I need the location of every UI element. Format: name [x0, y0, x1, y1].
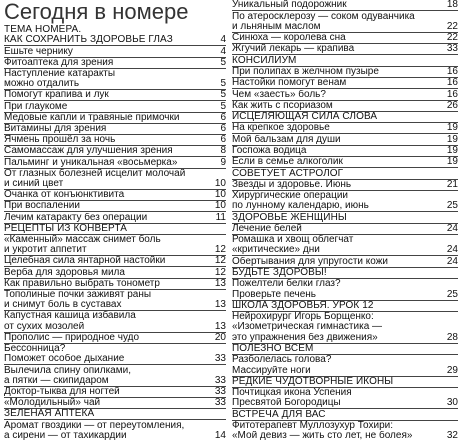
toc-page-number: 5: [220, 56, 226, 68]
toc-page-number: 19: [446, 133, 458, 145]
toc-entry-title: Обертывания для упругости кожи: [232, 256, 389, 267]
toc-entry: [232, 312, 458, 322]
toc-page-number: 21: [446, 178, 458, 190]
toc-entry-title: Аромат гвоздики — от переутомления,: [4, 420, 185, 431]
toc-page-number: 4: [220, 45, 226, 57]
toc-page-number: 33: [214, 374, 226, 386]
toc-entry: [4, 90, 226, 101]
toc-entry: [232, 365, 458, 376]
toc-entry: [4, 431, 226, 441]
toc-entry: [232, 134, 458, 145]
toc-entry-title: Витамины для зрения: [4, 124, 107, 135]
toc-page-number: 6: [220, 134, 226, 146]
toc-entry: [4, 46, 226, 57]
toc-entry: [4, 101, 226, 112]
toc-entry-title: ТЕМА НОМЕРА.: [4, 25, 82, 36]
toc-entry-title: а сирени — от тахикардии: [4, 430, 127, 441]
toc-entry: [4, 190, 226, 201]
toc-page-number: 13: [214, 320, 226, 332]
toc-entry: [4, 146, 226, 157]
toc-entry: [4, 290, 226, 300]
toc-entry: [4, 58, 226, 69]
toc-page-number: 9: [220, 156, 226, 168]
toc-entry-title: Разболелась голова?: [232, 355, 332, 366]
toc-entry-title: СОВЕТУЕТ АСТРОЛОГ: [232, 168, 344, 179]
toc-entry: [232, 123, 458, 134]
toc-page-number: 6: [220, 123, 226, 135]
toc-entry-title: Почтицкая икона Успения: [232, 388, 352, 399]
toc-entry-title: Пожелтели белки глаз?: [232, 279, 341, 290]
toc-entry: [232, 322, 458, 332]
toc-entry-title: это упражнения без движения»: [232, 332, 378, 343]
toc-entry-title: Уникальный подорожник: [232, 0, 347, 11]
toc-page-number: 14: [214, 429, 226, 441]
toc-entry: [232, 67, 458, 78]
toc-entry-title: и укротит аппетит: [4, 245, 87, 256]
toc-entry-title: Как жить с псориазом: [232, 100, 333, 111]
toc-entry: [4, 169, 226, 179]
toc-page-number: 20: [214, 331, 226, 343]
toc-section-heading: [232, 55, 458, 66]
toc-entry-title: по лунному календарю, июнь: [232, 201, 369, 212]
toc-entry-title: Как правильно выбрать тонометр: [4, 278, 160, 289]
toc-entry-title: Массируйте ноги: [232, 365, 311, 376]
toc-entry-title: Ешьте чернику: [4, 46, 73, 57]
toc-entry: [232, 89, 458, 100]
toc-entry-title: Хирургические операции: [232, 191, 349, 202]
toc-entry: [232, 256, 458, 267]
toc-entry: [4, 201, 226, 212]
toc-section-heading: [232, 168, 458, 179]
toc-entry-title: Бессонница?: [4, 344, 66, 355]
toc-entry-title: Самомассаж для улучшения зрения: [4, 146, 173, 157]
toc-entry-title: Настойки помогут венам: [232, 78, 347, 89]
toc-entry: [4, 354, 226, 365]
toc-page-number: 12: [214, 266, 226, 278]
toc-entry: [4, 365, 226, 375]
toc-entry-title: ШКОЛА ЗДОРОВЬЯ. УРОК 12: [232, 300, 374, 311]
toc-entry: [4, 245, 226, 256]
toc-entry: [232, 101, 458, 112]
toc-entry: [232, 157, 458, 168]
toc-page-number: 22: [446, 32, 458, 44]
toc-entry-title: Ромашка и хвощ облегчат: [232, 235, 354, 246]
toc-entry: [4, 344, 226, 354]
toc-entry-title: а пятки — скипидаром: [4, 375, 109, 386]
toc-entry: [4, 157, 226, 168]
toc-entry: [232, 44, 458, 55]
toc-entry: [232, 279, 458, 289]
toc-entry-title: От глазных болезней исцелит молочай: [4, 168, 186, 179]
toc-entry-title: Поможет особое дыхание: [4, 354, 125, 365]
toc-entry: [4, 387, 226, 398]
toc-page-number: 25: [446, 288, 458, 300]
toc-entry: [232, 78, 458, 89]
toc-entry-title: и синий цвет: [4, 179, 64, 190]
toc-entry: [4, 179, 226, 190]
toc-page-number: 10: [214, 200, 226, 212]
toc-entry-title: При глаукоме: [4, 101, 68, 112]
toc-entry-title: Верба для здоровья мила: [4, 267, 125, 278]
toc-section-heading: [232, 112, 458, 123]
toc-entry-title: ПОЛЕЗНО ВСЕМ: [232, 344, 314, 354]
page-title: Сегодня в номере: [4, 0, 189, 24]
toc-entry-title: Очанка от конъюнктивита: [4, 190, 125, 201]
toc-entry-title: Лечим катаракту без операции: [4, 212, 148, 223]
toc-section-heading: [232, 409, 458, 420]
toc-entry-title: Жгучий лекарь — крапива: [232, 44, 355, 55]
toc-entry-title: и льняным маслом: [232, 21, 321, 32]
toc-entry: [232, 421, 458, 431]
toc-page-number: 8: [220, 145, 226, 157]
toc-entry: [232, 332, 458, 343]
toc-entry: [232, 33, 458, 44]
toc-column-right: [232, 0, 458, 441]
toc-entry: [4, 79, 226, 90]
toc-section-heading: [4, 224, 226, 235]
toc-entry-title: «Изометрическая гимнастика —: [232, 322, 383, 333]
toc-entry-title: При полипах в желчном пузыре: [232, 66, 379, 77]
toc-entry-title: Тополиные почки заживят раны: [4, 290, 152, 301]
toc-page-number: 16: [446, 65, 458, 77]
toc-column-left: [4, 0, 226, 441]
toc-entry-title: Помогут крапива и лук: [4, 90, 109, 101]
toc-entry-title: «Каменный» массаж снимет боль: [4, 235, 161, 246]
toc-entry: [232, 431, 458, 441]
toc-page-number: 28: [446, 331, 458, 343]
toc-page-number: 25: [446, 200, 458, 212]
toc-page-number: 11: [215, 211, 226, 223]
toc-page-number: 33: [214, 397, 226, 409]
toc-page-number: 6: [220, 111, 226, 123]
toc-entry: [232, 388, 458, 398]
toc-page-number: 33: [446, 43, 458, 55]
toc-section-heading: [232, 344, 458, 355]
toc-entry-title: Ячмень прошёл за ночь: [4, 135, 116, 146]
toc-page-number: 26: [446, 99, 458, 111]
toc-entry: [232, 235, 458, 245]
toc-entry-title: ВСТРЕЧА ДЛЯ ВАС: [232, 409, 326, 420]
toc-entry-title: КАК СОХРАНИТЬ ЗДОРОВЬЕ ГЛАЗ: [4, 35, 173, 46]
toc-entry: [232, 146, 458, 157]
toc-entry: [232, 245, 458, 256]
toc-entry-title: Медовые капли и травяные примочки: [4, 112, 180, 123]
toc-entry: [232, 224, 458, 235]
toc-entry-title: Капустная кашица избавила: [4, 311, 136, 322]
toc-entry-title: Вылечила спину опилками,: [4, 365, 131, 376]
toc-entry-title: КОНСИЛИУМ: [232, 55, 297, 66]
toc-entry-title: Целебная сила янтарной настойки: [4, 256, 166, 267]
toc-section-heading: [232, 301, 458, 312]
toc-entry: [4, 235, 226, 245]
toc-entry: [4, 135, 226, 146]
toc-entry: [232, 0, 458, 11]
toc-page-number: 5: [220, 78, 226, 90]
toc-entry: [4, 321, 226, 332]
toc-page-number: 32: [446, 430, 458, 441]
toc-page-number: 10: [214, 178, 226, 190]
toc-entry-title: При воспалении: [4, 201, 80, 212]
toc-section-heading: [232, 377, 458, 388]
toc-entry: [4, 300, 226, 311]
toc-page-number: 13: [214, 277, 226, 289]
toc-entry: [232, 22, 458, 33]
toc-entry-title: Чем «заесть» боль?: [232, 89, 326, 100]
toc-entry-title: Лечение белей: [232, 223, 302, 234]
toc-page-number: 13: [214, 299, 226, 311]
toc-entry: [232, 355, 458, 365]
toc-entry: [4, 69, 226, 79]
toc-entry-title: Нейрохирург Игорь Борщенко:: [232, 312, 374, 323]
toc-entry-title: Доктор-тыква для ногтей: [4, 386, 120, 397]
toc-entry-title: ЗДОРОВЬЕ ЖЕНЩИНЫ: [232, 212, 347, 223]
toc-section-heading: [4, 35, 226, 46]
toc-entry: [232, 289, 458, 300]
toc-entry-title: можно отдалить: [4, 79, 80, 90]
toc-section-heading: [4, 25, 226, 35]
toc-entry-title: Звезды и здоровье. Июнь: [232, 179, 352, 190]
toc-entry-title: «критические» дни: [232, 245, 320, 256]
toc-entry-title: Синюха — королева сна: [232, 33, 346, 44]
toc-entry: [4, 113, 226, 124]
toc-page-number: 30: [446, 397, 458, 409]
toc-entry-title: РЕЦЕПТЫ ИЗ КОНВЕРТА: [4, 223, 127, 234]
toc-entry-title: Пальминг и уникальная «восьмерка»: [4, 157, 178, 168]
toc-page-number: 19: [446, 144, 458, 156]
toc-entry-title: РЕДКИЕ ЧУДОТВОРНЫЕ ИКОНЫ: [232, 376, 394, 387]
toc-page-number: 4: [220, 34, 226, 46]
toc-page-number: 5: [220, 100, 226, 112]
toc-page-number: 12: [214, 244, 226, 256]
toc-page-number: 5: [220, 89, 226, 101]
toc-page-number: 12: [214, 255, 226, 267]
toc-page-number: 16: [446, 77, 458, 89]
toc-page-number: 33: [214, 385, 226, 397]
toc-entry-title: и снимут боль в суставах: [4, 300, 122, 311]
toc-entry-title: ИСЦЕЛЯЮЩАЯ СИЛА СЛОВА: [232, 112, 378, 123]
toc-entry-title: «Молодильный» чай: [4, 398, 101, 409]
toc-entry: [4, 267, 226, 278]
toc-entry: [232, 11, 458, 21]
toc-section-heading: [232, 212, 458, 223]
toc-entry-title: «Мой девиз — жить сто лет, не болея»: [232, 431, 413, 441]
toc-entry: [4, 333, 226, 344]
toc-entry: [232, 201, 458, 212]
toc-entry: [232, 191, 458, 201]
toc-entry-title: На крепкое здоровье: [232, 123, 330, 134]
toc-entry-title: Прополис — природное чудо: [4, 332, 140, 343]
toc-page-number: 24: [446, 244, 458, 256]
toc-section-heading: [4, 409, 226, 420]
toc-page-number: 16: [446, 88, 458, 100]
toc-entry-title: Фитотерапевт Муллозухур Тохири:: [232, 420, 394, 431]
toc-entry: [4, 279, 226, 290]
toc-entry-title: БУДЬТЕ ЗДОРОВЫ!: [232, 268, 327, 279]
toc-page-number: 24: [446, 255, 458, 267]
toc-entry-title: Мой бальзам для души: [232, 134, 341, 145]
toc-entry: [232, 180, 458, 191]
toc-entry-title: от сухих мозолей: [4, 321, 85, 332]
toc-page-number: 22: [446, 20, 458, 32]
toc-entry-title: Если в семье алкоголик: [232, 157, 343, 168]
toc-entry: [4, 212, 226, 223]
toc-entry: [4, 420, 226, 430]
toc-entry: [4, 376, 226, 387]
toc-entry-title: По атеросклерозу — соком одуванчика: [232, 11, 415, 22]
toc-page-number: 10: [214, 189, 226, 201]
toc-page-number: 33: [214, 353, 226, 365]
toc-entry: [4, 311, 226, 321]
toc-entry: [4, 398, 226, 409]
toc-section-heading: [232, 268, 458, 279]
toc-entry-title: Фитоаптека для зрения: [4, 57, 114, 68]
toc-page-number: 19: [446, 122, 458, 134]
toc-entry-title: Наступление катаракты: [4, 69, 116, 80]
toc-page-number: 19: [446, 156, 458, 168]
toc-entry-title: Госпожа водица: [232, 145, 307, 156]
toc-page-number: 18: [446, 0, 458, 11]
toc-entry-title: ЗЕЛЕНАЯ АПТЕКА: [4, 409, 95, 420]
toc-entry-title: Проверьте печень: [232, 289, 317, 300]
toc-entry: [4, 256, 226, 267]
toc-entry-title: Пресвятой Богородицы: [232, 398, 341, 409]
toc-entry: [4, 124, 226, 135]
toc-entry: [232, 398, 458, 409]
toc-page-number: 24: [446, 222, 458, 234]
toc-page-number: 29: [446, 364, 458, 376]
